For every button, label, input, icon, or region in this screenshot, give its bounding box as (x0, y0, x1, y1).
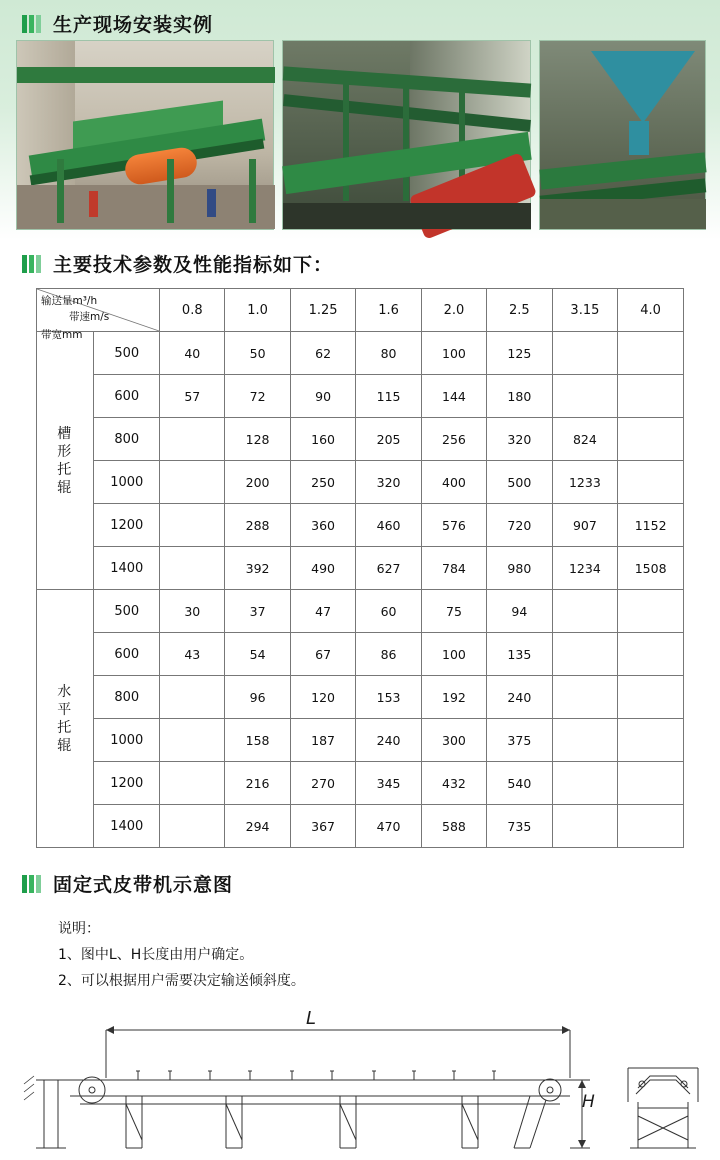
table-header-row (37, 289, 684, 332)
capacity-cell (618, 762, 684, 805)
capacity-cell (552, 762, 618, 805)
speed-header-0: 0.8 (160, 289, 225, 332)
capacity-cell: 367 (290, 805, 356, 848)
corner-label-width: 带宽mm (41, 329, 83, 341)
capacity-cell: 40 (160, 332, 225, 375)
capacity-cell: 187 (290, 719, 356, 762)
spec-section-title: 主要技术参数及性能指标如下： (53, 254, 334, 276)
capacity-cell: 240 (356, 719, 421, 762)
capacity-cell: 270 (290, 762, 356, 805)
speed-header-6: 3.15 (552, 289, 618, 332)
bars-icon (22, 15, 43, 33)
bars-icon (22, 875, 43, 893)
belt-width-cell: 600 (94, 633, 160, 676)
capacity-cell: 320 (356, 461, 421, 504)
photo1-ground (17, 185, 275, 229)
capacity-cell: 470 (356, 805, 421, 848)
capacity-cell: 784 (421, 547, 486, 590)
capacity-cell: 392 (225, 547, 290, 590)
belt-width-cell: 1400 (94, 547, 160, 590)
capacity-cell: 125 (487, 332, 552, 375)
capacity-cell: 115 (356, 375, 421, 418)
capacity-cell: 96 (225, 676, 290, 719)
capacity-cell (618, 633, 684, 676)
capacity-cell: 60 (356, 590, 421, 633)
photo1-top-beam (17, 67, 275, 83)
table-row (37, 332, 684, 375)
capacity-cell: 980 (487, 547, 552, 590)
capacity-cell (618, 676, 684, 719)
capacity-cell: 1152 (618, 504, 684, 547)
capacity-cell: 80 (356, 332, 421, 375)
corner-label-capacity: 输送量m³/h (41, 295, 98, 307)
speed-header-4: 2.0 (421, 289, 486, 332)
capacity-cell: 588 (421, 805, 486, 848)
capacity-cell: 54 (225, 633, 290, 676)
table-row (37, 418, 684, 461)
bars-icon (22, 255, 43, 273)
photo3-hopper-neck (629, 121, 649, 155)
diagram-section-title: 固定式皮带机示意图 (53, 874, 234, 896)
photo3-hopper (591, 51, 695, 123)
belt-width-cell: 1000 (94, 461, 160, 504)
speed-header-5: 2.5 (487, 289, 552, 332)
capacity-cell: 627 (356, 547, 421, 590)
capacity-cell: 75 (421, 590, 486, 633)
photo1-post-right (249, 159, 256, 223)
dimension-label-length: L (306, 1008, 317, 1029)
capacity-cell (160, 676, 225, 719)
diagram-section-header (0, 870, 233, 897)
capacity-cell (618, 590, 684, 633)
table-row (37, 676, 684, 719)
corner-label-speed: 带速m/s (69, 311, 110, 323)
capacity-cell (552, 676, 618, 719)
capacity-cell: 288 (225, 504, 290, 547)
capacity-cell: 120 (290, 676, 356, 719)
belt-width-cell: 500 (94, 590, 160, 633)
capacity-cell: 153 (356, 676, 421, 719)
capacity-cell: 67 (290, 633, 356, 676)
capacity-cell: 216 (225, 762, 290, 805)
conveyor-diagram-svg (10, 1008, 710, 1154)
spec-table-wrapper (36, 288, 684, 848)
photos-section-header (0, 10, 213, 37)
capacity-cell: 432 (421, 762, 486, 805)
capacity-cell (618, 461, 684, 504)
table-row (37, 719, 684, 762)
belt-width-cell: 500 (94, 332, 160, 375)
table-row (37, 461, 684, 504)
capacity-cell (618, 719, 684, 762)
capacity-cell: 90 (290, 375, 356, 418)
photos-section-title: 生产现场安装实例 (53, 14, 214, 36)
row-group-label-0: 槽 形 托 辊 (37, 332, 94, 590)
belt-width-cell: 600 (94, 375, 160, 418)
capacity-cell: 256 (421, 418, 486, 461)
capacity-cell: 1234 (552, 547, 618, 590)
table-corner-header (37, 289, 160, 341)
photo1-post-mid (167, 159, 174, 223)
capacity-cell: 576 (421, 504, 486, 547)
capacity-cell: 500 (487, 461, 552, 504)
capacity-cell (160, 547, 225, 590)
diagram-notes (58, 916, 305, 994)
capacity-cell: 1508 (618, 547, 684, 590)
capacity-cell: 135 (487, 633, 552, 676)
belt-width-cell: 1000 (94, 719, 160, 762)
speed-header-1: 1.0 (225, 289, 290, 332)
conveyor-diagram (10, 1008, 710, 1154)
capacity-cell (160, 504, 225, 547)
capacity-cell: 160 (290, 418, 356, 461)
photo1-worker-1 (89, 191, 98, 217)
capacity-cell: 192 (421, 676, 486, 719)
capacity-cell (552, 633, 618, 676)
capacity-cell (552, 375, 618, 418)
capacity-cell: 86 (356, 633, 421, 676)
capacity-cell: 345 (356, 762, 421, 805)
capacity-cell (552, 332, 618, 375)
capacity-cell: 37 (225, 590, 290, 633)
capacity-cell: 57 (160, 375, 225, 418)
capacity-cell: 720 (487, 504, 552, 547)
belt-width-cell: 1200 (94, 762, 160, 805)
capacity-cell: 158 (225, 719, 290, 762)
capacity-cell: 460 (356, 504, 421, 547)
capacity-cell: 94 (487, 590, 552, 633)
spec-table (36, 288, 684, 848)
table-row (37, 375, 684, 418)
capacity-cell: 490 (290, 547, 356, 590)
table-row (37, 504, 684, 547)
capacity-cell: 240 (487, 676, 552, 719)
capacity-cell: 824 (552, 418, 618, 461)
capacity-cell: 205 (356, 418, 421, 461)
capacity-cell: 1233 (552, 461, 618, 504)
capacity-cell: 200 (225, 461, 290, 504)
capacity-cell: 47 (290, 590, 356, 633)
capacity-cell (552, 805, 618, 848)
photo2-column-2 (403, 81, 409, 201)
capacity-cell (160, 762, 225, 805)
capacity-cell (552, 719, 618, 762)
table-row (37, 590, 684, 633)
capacity-cell: 294 (225, 805, 290, 848)
capacity-cell: 100 (421, 332, 486, 375)
capacity-cell (618, 375, 684, 418)
capacity-cell: 72 (225, 375, 290, 418)
table-row (37, 762, 684, 805)
capacity-cell: 50 (225, 332, 290, 375)
capacity-cell (160, 418, 225, 461)
photo3-floor (540, 199, 706, 229)
table-row (37, 633, 684, 676)
speed-header-3: 1.6 (356, 289, 421, 332)
notes-heading: 说明： (58, 921, 100, 937)
capacity-cell: 128 (225, 418, 290, 461)
capacity-cell: 250 (290, 461, 356, 504)
capacity-cell (618, 332, 684, 375)
photo1-post-left (57, 159, 64, 223)
table-row (37, 805, 684, 848)
table-row (37, 547, 684, 590)
belt-width-cell: 800 (94, 418, 160, 461)
capacity-cell: 62 (290, 332, 356, 375)
notes-line-1: 1、图中L、H长度由用户确定。 (58, 947, 254, 963)
photo-gallery (16, 40, 706, 230)
capacity-cell: 400 (421, 461, 486, 504)
photo1-worker-2 (207, 189, 216, 217)
capacity-cell: 735 (487, 805, 552, 848)
capacity-cell (160, 719, 225, 762)
capacity-cell (160, 461, 225, 504)
capacity-cell: 320 (487, 418, 552, 461)
capacity-cell (618, 805, 684, 848)
row-group-label-1: 水 平 托 辊 (37, 590, 94, 848)
capacity-cell (618, 418, 684, 461)
capacity-cell (160, 805, 225, 848)
capacity-cell: 360 (290, 504, 356, 547)
capacity-cell: 180 (487, 375, 552, 418)
speed-header-7: 4.0 (618, 289, 684, 332)
speed-header-2: 1.25 (290, 289, 356, 332)
capacity-cell: 540 (487, 762, 552, 805)
capacity-cell: 43 (160, 633, 225, 676)
spec-section-header (0, 250, 333, 277)
photo-installation-2 (282, 40, 531, 230)
photo-installation-1 (16, 40, 274, 230)
capacity-cell: 144 (421, 375, 486, 418)
belt-width-cell: 1400 (94, 805, 160, 848)
photo-installation-3 (539, 40, 706, 230)
belt-width-cell: 1200 (94, 504, 160, 547)
notes-line-2: 2、可以根据用户需要决定输送倾斜度。 (58, 973, 305, 989)
capacity-cell: 907 (552, 504, 618, 547)
capacity-cell: 30 (160, 590, 225, 633)
capacity-cell: 375 (487, 719, 552, 762)
belt-width-cell: 800 (94, 676, 160, 719)
capacity-cell (552, 590, 618, 633)
dimension-label-height: H (582, 1092, 595, 1112)
photo2-floor (283, 203, 531, 229)
capacity-cell: 100 (421, 633, 486, 676)
capacity-cell: 300 (421, 719, 486, 762)
